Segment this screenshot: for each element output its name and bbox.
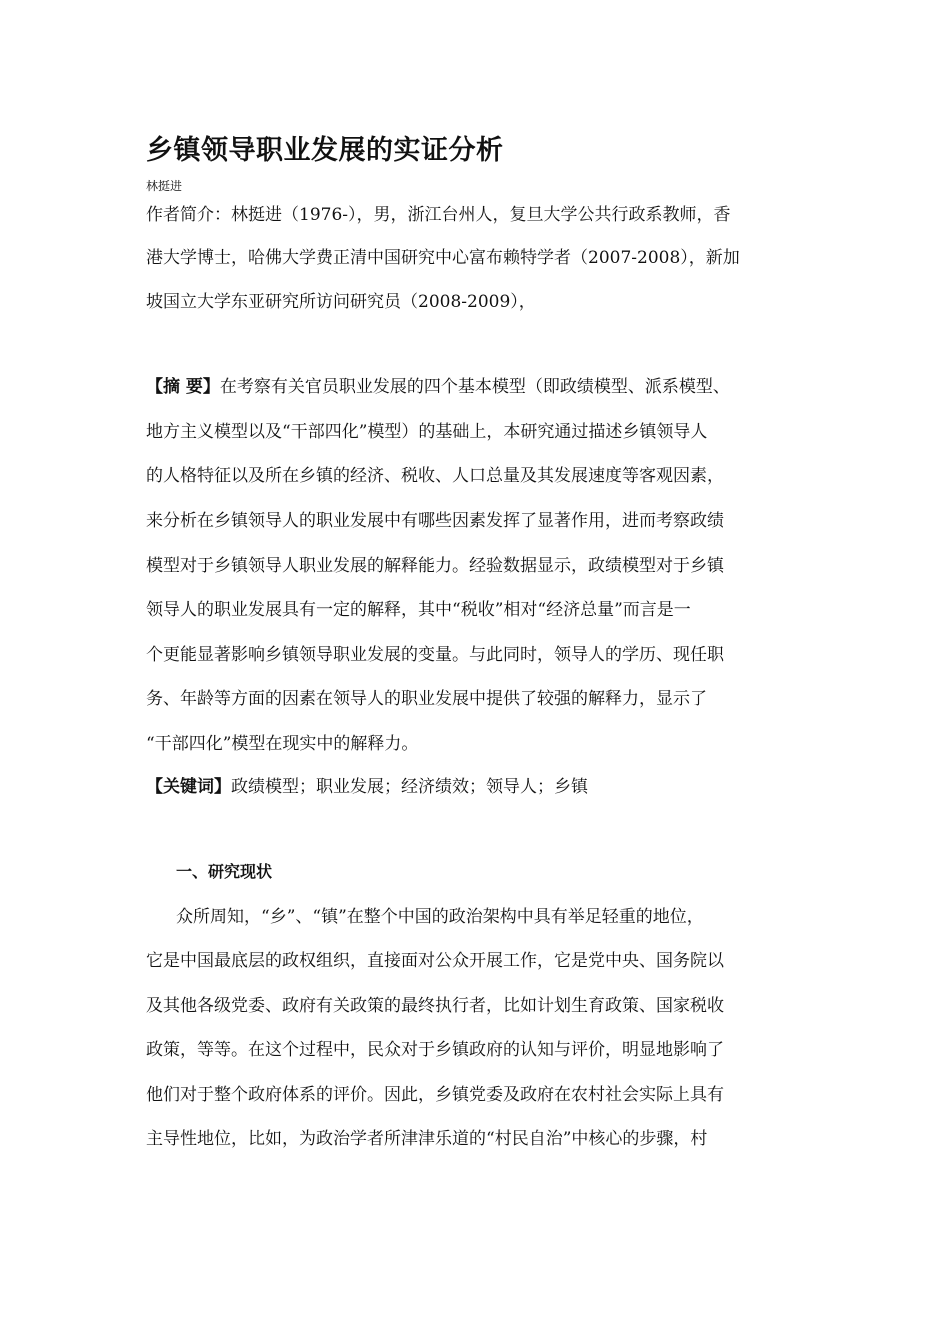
section-paragraph-line: 政策，等等。在这个过程中，民众对于乡镇政府的认知与评价，明显地影响了 xyxy=(146,1040,724,1060)
abstract-line: 领导人的职业发展具有一定的解释，其中“税收”相对“经济总量”而言是一 xyxy=(146,600,691,620)
author-bio-line: 港大学博士，哈佛大学费正清中国研究中心富布赖特学者（2007-2008），新加 xyxy=(146,248,740,268)
section-paragraph-line: 他们对于整个政府体系的评价。因此，乡镇党委及政府在农村社会实际上具有 xyxy=(146,1085,724,1105)
abstract-line: 个更能显著影响乡镇领导职业发展的变量。与此同时，领导人的学历、现任职 xyxy=(146,645,724,665)
section-heading: 一、研究现状 xyxy=(176,862,273,881)
section-paragraph-line: 主导性地位，比如，为政治学者所津津乐道的“村民自治”中核心的步骤，村 xyxy=(146,1129,708,1149)
keywords-text: 政绩模型；职业发展；经济绩效；领导人；乡镇 xyxy=(231,777,588,797)
abstract-first-line xyxy=(146,374,730,400)
author-bio-line: 坡国立大学东亚研究所访问研究员（2008-2009）， xyxy=(146,292,536,312)
keywords-line xyxy=(146,774,588,800)
abstract-line: 地方主义模型以及“干部四化”模型）的基础上，本研究通过描述乡镇领导人 xyxy=(146,422,708,442)
abstract-line: 务、年龄等方面的因素在领导人的职业发展中提供了较强的解释力，显示了 xyxy=(146,689,707,709)
abstract-line: 来分析在乡镇领导人的职业发展中有哪些因素发挥了显著作用，进而考察政绩 xyxy=(146,511,724,531)
abstract-line: 的人格特征以及所在乡镇的经济、税收、人口总量及其发展速度等客观因素， xyxy=(146,466,724,486)
author-bio-line: 作者简介：林挺进（1976-），男，浙江台州人，复旦大学公共行政系教师，香 xyxy=(146,205,731,225)
section-paragraph-line: 它是中国最底层的政权组织，直接面对公众开展工作，它是党中央、国务院以 xyxy=(146,951,724,971)
abstract-line: “干部四化”模型在现实中的解释力。 xyxy=(146,734,419,754)
section-paragraph-line: 及其他各级党委、政府有关政策的最终执行者，比如计划生育政策、国家税收 xyxy=(146,996,724,1016)
document-title: 乡镇领导职业发展的实证分析 xyxy=(146,135,504,166)
keywords-label: 【关键词】 xyxy=(146,777,231,797)
author-name: 林挺进 xyxy=(146,179,183,193)
abstract-line: 模型对于乡镇领导人职业发展的解释能力。经验数据显示，政绩模型对于乡镇 xyxy=(146,556,724,576)
abstract-text: 在考察有关官员职业发展的四个基本模型（即政绩模型、派系模型、 xyxy=(219,377,730,397)
abstract-label: 【摘 要】 xyxy=(146,377,220,397)
section-paragraph-line: 众所周知，“乡”、“镇”在整个中国的政治架构中具有举足轻重的地位， xyxy=(176,907,704,927)
